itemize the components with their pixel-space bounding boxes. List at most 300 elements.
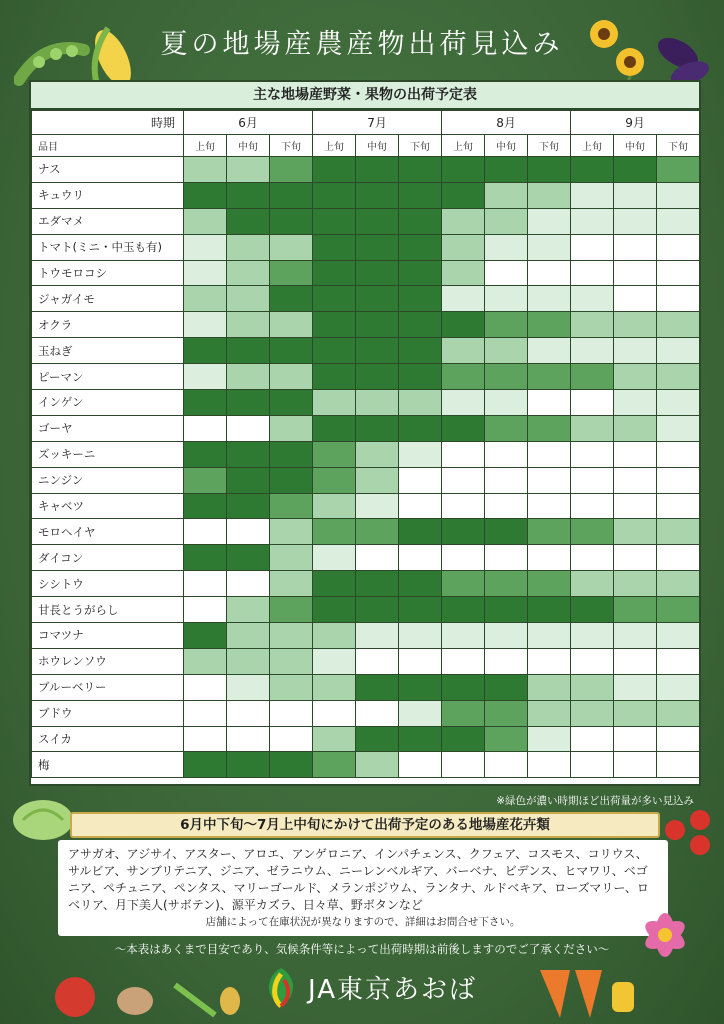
shipment-level-cell [399, 390, 442, 416]
shipment-level-cell [356, 234, 399, 260]
table-row [32, 441, 700, 467]
table-row [32, 415, 700, 441]
shipment-level-cell [227, 623, 270, 649]
shipment-level-cell [571, 597, 614, 623]
shipment-level-cell [485, 752, 528, 778]
shipment-level-cell [399, 493, 442, 519]
shipment-level-cell [485, 519, 528, 545]
table-row [32, 623, 700, 649]
shipment-level-cell [313, 648, 356, 674]
shipment-level-cell [485, 493, 528, 519]
shipment-level-cell [184, 752, 227, 778]
shipment-level-cell [485, 312, 528, 338]
shipment-level-cell [657, 726, 700, 752]
shipment-level-cell [399, 519, 442, 545]
item-label: 品目 [32, 135, 184, 157]
decade-header: 下旬 [399, 135, 442, 157]
shipment-level-cell [227, 312, 270, 338]
shipment-level-cell [571, 545, 614, 571]
shipment-level-cell [227, 545, 270, 571]
item-name: トウモロコシ [32, 260, 184, 286]
shipment-level-cell [528, 648, 571, 674]
shipment-level-cell [571, 234, 614, 260]
shipment-level-cell [184, 286, 227, 312]
shipment-level-cell [485, 338, 528, 364]
shipment-level-cell [227, 157, 270, 183]
shipment-level-cell [614, 752, 657, 778]
table-row [32, 597, 700, 623]
shipment-level-cell [528, 674, 571, 700]
shipment-level-cell [356, 364, 399, 390]
shipment-level-cell [571, 415, 614, 441]
shipment-level-cell [485, 182, 528, 208]
decade-header: 下旬 [270, 135, 313, 157]
shipment-level-cell [270, 545, 313, 571]
shipment-level-cell [270, 674, 313, 700]
decade-header: 中旬 [356, 135, 399, 157]
shipment-level-cell [657, 390, 700, 416]
table-row [32, 648, 700, 674]
shipment-level-cell [442, 286, 485, 312]
shipment-level-cell [356, 338, 399, 364]
shipment-level-cell [270, 390, 313, 416]
item-name: トマト(ミニ・中玉も有) [32, 234, 184, 260]
shipment-level-cell [399, 571, 442, 597]
shipment-level-cell [571, 182, 614, 208]
shipment-level-cell [356, 415, 399, 441]
shipment-level-cell [270, 441, 313, 467]
table-row [32, 700, 700, 726]
item-name: モロヘイヤ [32, 519, 184, 545]
shipment-level-cell [356, 390, 399, 416]
shipment-level-cell [356, 157, 399, 183]
shipment-level-cell [313, 519, 356, 545]
shipment-level-cell [614, 286, 657, 312]
table-row [32, 312, 700, 338]
shipment-level-cell [485, 623, 528, 649]
shipment-level-cell [657, 648, 700, 674]
shipment-level-cell [184, 312, 227, 338]
shipment-level-cell [442, 726, 485, 752]
table-row [32, 286, 700, 312]
shipment-level-cell [614, 467, 657, 493]
shipment-level-cell [399, 312, 442, 338]
shipment-level-cell [356, 648, 399, 674]
shipment-level-cell [399, 157, 442, 183]
shipment-level-cell [485, 415, 528, 441]
item-name: スイカ [32, 726, 184, 752]
shipment-level-cell [270, 493, 313, 519]
shipment-level-cell [270, 260, 313, 286]
month-header: 9月 [571, 111, 700, 135]
shipment-level-cell [227, 519, 270, 545]
shipment-level-cell [442, 674, 485, 700]
shipment-level-cell [528, 752, 571, 778]
item-name: 甘長とうがらし [32, 597, 184, 623]
month-header: 6月 [184, 111, 313, 135]
shipment-level-cell [227, 338, 270, 364]
shipment-level-cell [442, 648, 485, 674]
item-name: 梅 [32, 752, 184, 778]
shipment-level-cell [313, 597, 356, 623]
shipment-level-cell [313, 752, 356, 778]
shipment-level-cell [657, 441, 700, 467]
shipment-level-cell [184, 519, 227, 545]
shipment-level-cell [442, 208, 485, 234]
shipment-level-cell [614, 182, 657, 208]
ja-logo [262, 965, 477, 1009]
shipment-level-cell [184, 182, 227, 208]
item-name: ニンジン [32, 467, 184, 493]
shipment-level-cell [442, 390, 485, 416]
table-row [32, 182, 700, 208]
shipment-level-cell [614, 312, 657, 338]
shipment-level-cell [399, 208, 442, 234]
shipment-level-cell [399, 441, 442, 467]
shipment-level-cell [313, 700, 356, 726]
shipment-level-cell [571, 312, 614, 338]
shipment-level-cell [184, 545, 227, 571]
shipment-level-cell [657, 182, 700, 208]
shipment-level-cell [657, 519, 700, 545]
table-row [32, 493, 700, 519]
shipment-level-cell [184, 648, 227, 674]
shipment-level-cell [270, 571, 313, 597]
shipment-level-cell [571, 364, 614, 390]
shipment-level-cell [528, 260, 571, 286]
shipment-level-cell [571, 493, 614, 519]
item-name: コマツナ [32, 623, 184, 649]
flower-section-heading: 6月中下旬～7月上中旬にかけて出荷予定のある地場産花卉類 [70, 812, 660, 838]
shipment-level-cell [313, 467, 356, 493]
shipment-level-cell [442, 338, 485, 364]
table-row [32, 571, 700, 597]
cabbage-illustration [8, 792, 78, 842]
shipment-level-cell [270, 234, 313, 260]
shipment-level-cell [313, 338, 356, 364]
table-row [32, 674, 700, 700]
shipment-level-cell [485, 674, 528, 700]
shipment-level-cell [528, 623, 571, 649]
table-row [32, 157, 700, 183]
item-name: ダイコン [32, 545, 184, 571]
shipment-level-cell [184, 700, 227, 726]
shipment-level-cell [485, 390, 528, 416]
table-row [32, 208, 700, 234]
shipment-level-cell [356, 286, 399, 312]
shipment-level-cell [184, 364, 227, 390]
shipment-level-cell [184, 390, 227, 416]
shipment-level-cell [227, 260, 270, 286]
decade-header: 中旬 [614, 135, 657, 157]
table-row [32, 364, 700, 390]
shipment-level-cell [571, 726, 614, 752]
table-row [32, 338, 700, 364]
shipment-level-cell [571, 338, 614, 364]
shipment-level-cell [227, 286, 270, 312]
shipment-level-cell [184, 441, 227, 467]
cherry-tomato-illustration [660, 800, 720, 860]
page-title: 夏の地場産農産物出荷見込み [160, 29, 564, 60]
shipment-level-cell [657, 338, 700, 364]
shipment-level-cell [485, 700, 528, 726]
month-header: 7月 [313, 111, 442, 135]
shipment-level-cell [356, 726, 399, 752]
shipment-level-cell [614, 597, 657, 623]
shipment-level-cell [571, 519, 614, 545]
shipment-level-cell [270, 752, 313, 778]
shipment-level-cell [442, 519, 485, 545]
flower-list-box [58, 840, 668, 936]
shipment-level-cell [356, 597, 399, 623]
shipment-level-cell [227, 364, 270, 390]
shipment-level-cell [657, 260, 700, 286]
shipment-level-cell [571, 752, 614, 778]
shipment-level-cell [399, 467, 442, 493]
shipment-level-cell [356, 208, 399, 234]
shipment-level-cell [528, 597, 571, 623]
shipment-level-cell [313, 674, 356, 700]
item-name: ナス [32, 157, 184, 183]
shipment-level-cell [528, 312, 571, 338]
ja-logo-text: JA東京あおば [308, 974, 477, 1005]
shipment-level-cell [614, 571, 657, 597]
item-name: エダマメ [32, 208, 184, 234]
shipment-level-cell [399, 674, 442, 700]
shipment-level-cell [442, 752, 485, 778]
shipment-level-cell [614, 726, 657, 752]
table-row [32, 545, 700, 571]
shipment-level-cell [227, 700, 270, 726]
shipment-level-cell [657, 364, 700, 390]
shipment-level-cell [485, 157, 528, 183]
shipment-level-cell [657, 674, 700, 700]
shipment-level-cell [184, 234, 227, 260]
decade-header: 中旬 [485, 135, 528, 157]
shipment-level-cell [227, 571, 270, 597]
item-name: インゲン [32, 390, 184, 416]
shipment-level-cell [485, 597, 528, 623]
shipment-level-cell [528, 493, 571, 519]
shipment-level-cell [270, 208, 313, 234]
cosmos-flower-illustration [630, 900, 700, 970]
shipment-level-cell [571, 441, 614, 467]
shipment-level-cell [614, 493, 657, 519]
shipment-level-cell [614, 157, 657, 183]
item-name: ピーマン [32, 364, 184, 390]
shipment-level-cell [227, 726, 270, 752]
item-name: キャベツ [32, 493, 184, 519]
item-name: ジャガイモ [32, 286, 184, 312]
shipment-level-cell [614, 390, 657, 416]
shipment-level-cell [270, 519, 313, 545]
shipment-level-cell [657, 623, 700, 649]
shipment-level-cell [485, 648, 528, 674]
shipment-level-cell [399, 364, 442, 390]
decade-header: 下旬 [528, 135, 571, 157]
shipment-level-cell [270, 415, 313, 441]
shipment-level-cell [227, 415, 270, 441]
shipment-level-cell [184, 571, 227, 597]
shipment-level-cell [442, 312, 485, 338]
shipment-level-cell [442, 234, 485, 260]
shipment-level-cell [571, 157, 614, 183]
shipment-level-cell [657, 467, 700, 493]
shipment-level-cell [485, 571, 528, 597]
item-name: ホウレンソウ [32, 648, 184, 674]
shipment-level-cell [528, 157, 571, 183]
shipment-level-cell [313, 182, 356, 208]
shipment-level-cell [657, 415, 700, 441]
shipment-level-cell [657, 234, 700, 260]
shipment-level-cell [399, 648, 442, 674]
shipment-level-cell [571, 286, 614, 312]
shipment-level-cell [485, 286, 528, 312]
decade-header: 下旬 [657, 135, 700, 157]
shipment-level-cell [614, 260, 657, 286]
shipment-level-cell [399, 752, 442, 778]
shipment-level-cell [184, 493, 227, 519]
shipment-level-cell [485, 441, 528, 467]
shipment-level-cell [270, 182, 313, 208]
flower-list: アサガオ、アジサイ、アスター、アロエ、アンゲロニア、インパチェンス、クフェア、コスモス、コリウス、サルビア、サンブリテニア、ジニア、ゼラニウム、ニーレンベルギア、バーベナ、ビデンス、ヒマワリ、ベゴニア、ペチュニア、ペンタス、マリーゴールド、メランポジウム、ランタナ、ルドベキア、ローズマリー、ロベリア、月下美人(サボテン)、源平カズラ、日々草、野ボタンなど [68, 847, 649, 912]
shipment-level-cell [614, 338, 657, 364]
shipment-level-cell [442, 545, 485, 571]
shipment-level-cell [442, 493, 485, 519]
shipment-level-cell [184, 597, 227, 623]
shipment-level-cell [227, 234, 270, 260]
shipment-level-cell [313, 390, 356, 416]
shipment-level-cell [442, 364, 485, 390]
shipment-level-cell [442, 182, 485, 208]
shipment-level-cell [399, 286, 442, 312]
shipment-level-cell [614, 415, 657, 441]
shipment-level-cell [528, 234, 571, 260]
shipment-level-cell [356, 700, 399, 726]
shipment-level-cell [528, 441, 571, 467]
shipment-level-cell [184, 674, 227, 700]
shipment-level-cell [614, 545, 657, 571]
shipment-level-cell [485, 726, 528, 752]
shipment-level-cell [614, 648, 657, 674]
ja-leaf-logo-icon [262, 966, 300, 1008]
shipment-level-cell [399, 260, 442, 286]
shipment-level-cell [614, 364, 657, 390]
shipment-level-cell [227, 390, 270, 416]
shipment-level-cell [356, 182, 399, 208]
shipment-level-cell [399, 700, 442, 726]
shipment-level-cell [657, 571, 700, 597]
table-caption: 主な地場産野菜・果物の出荷予定表 [31, 82, 699, 110]
shop-stock-note: 店舗によって在庫状況が異なりますので、詳細はお問合せ下さい。 [205, 916, 521, 928]
shipment-level-cell [356, 623, 399, 649]
shipment-level-cell [313, 493, 356, 519]
shipment-level-cell [227, 441, 270, 467]
shipment-level-cell [313, 545, 356, 571]
shipment-level-cell [313, 286, 356, 312]
shipment-level-cell [657, 312, 700, 338]
shipment-level-cell [571, 623, 614, 649]
item-name: 玉ねぎ [32, 338, 184, 364]
shipment-level-cell [614, 700, 657, 726]
shipment-level-cell [270, 700, 313, 726]
shipment-level-cell [657, 597, 700, 623]
table-row [32, 260, 700, 286]
shipment-level-cell [227, 674, 270, 700]
shipment-level-cell [657, 493, 700, 519]
shipment-level-cell [356, 467, 399, 493]
shipment-level-cell [227, 493, 270, 519]
item-name: ゴーヤ [32, 415, 184, 441]
shipment-level-cell [571, 648, 614, 674]
shipment-level-cell [442, 623, 485, 649]
shipment-level-cell [571, 467, 614, 493]
shipment-level-cell [399, 623, 442, 649]
shipment-level-cell [270, 312, 313, 338]
shipment-level-cell [313, 312, 356, 338]
shipment-level-cell [313, 157, 356, 183]
shipment-level-cell [270, 648, 313, 674]
decade-header: 上旬 [313, 135, 356, 157]
shipment-level-cell [184, 726, 227, 752]
shipment-level-cell [313, 415, 356, 441]
shipment-level-cell [227, 182, 270, 208]
period-label: 時期 [32, 111, 184, 135]
shipment-level-cell [270, 726, 313, 752]
table-row [32, 752, 700, 778]
shipment-level-cell [571, 700, 614, 726]
carrots-illustration [520, 960, 640, 1020]
shipment-level-cell [614, 623, 657, 649]
shipment-level-cell [528, 415, 571, 441]
item-name: ブルーベリー [32, 674, 184, 700]
shipment-level-cell [399, 545, 442, 571]
decade-header: 中旬 [227, 135, 270, 157]
shipment-level-cell [528, 286, 571, 312]
legend-note: ※緑色が濃い時期ほど出荷量が多い見込み [496, 795, 694, 807]
shipment-level-cell [528, 338, 571, 364]
shipment-level-cell [356, 519, 399, 545]
shipment-level-cell [442, 260, 485, 286]
table-row [32, 467, 700, 493]
shipment-level-cell [184, 467, 227, 493]
shipment-level-cell [399, 234, 442, 260]
item-name: キュウリ [32, 182, 184, 208]
shipment-level-cell [657, 286, 700, 312]
shipment-level-cell [270, 286, 313, 312]
shipment-level-cell [571, 390, 614, 416]
item-name: ブドウ [32, 700, 184, 726]
shipment-level-cell [442, 571, 485, 597]
shipment-level-cell [485, 364, 528, 390]
shipment-level-cell [227, 752, 270, 778]
shipment-level-cell [528, 700, 571, 726]
month-header: 8月 [442, 111, 571, 135]
shipment-level-cell [184, 208, 227, 234]
shipment-level-cell [227, 597, 270, 623]
shipment-level-cell [442, 157, 485, 183]
shipment-level-cell [356, 752, 399, 778]
shipment-level-cell [356, 674, 399, 700]
shipment-level-cell [313, 441, 356, 467]
shipment-level-cell [399, 182, 442, 208]
shipment-level-cell [614, 234, 657, 260]
shipment-level-cell [313, 623, 356, 649]
shipment-level-cell [528, 571, 571, 597]
shipment-level-cell [571, 208, 614, 234]
shipment-level-cell [614, 208, 657, 234]
shipment-level-cell [528, 182, 571, 208]
